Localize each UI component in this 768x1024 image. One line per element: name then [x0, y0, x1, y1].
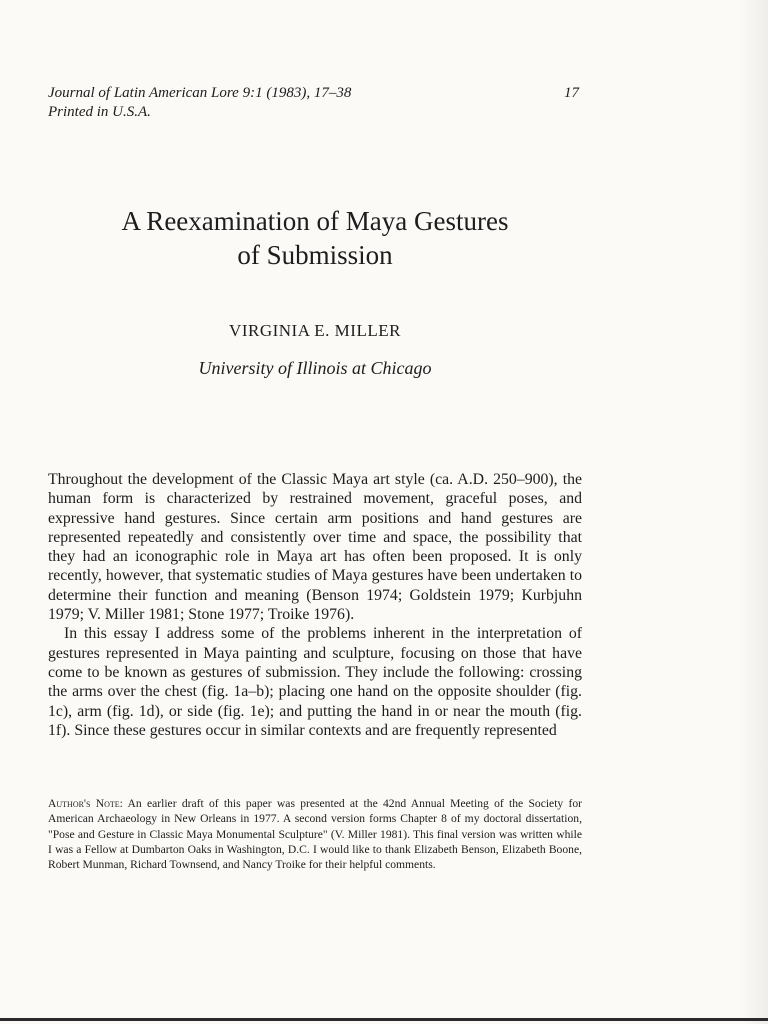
- article-title-line-2: of Submission: [237, 240, 393, 270]
- paragraph-2: In this essay I address some of the problems inherent in the interpretation of gestures represented in Maya painting and sculpture, focusing on those that have come to be known as gestures of submission. They include the following: crossing the arms over the chest (fig. 1a–b); placing one hand on the opposite shoulder (fig. 1c), arm (fig. 1d), or side (fig. 1e); and putting the hand in or near the mouth (fig. 1f). Since these gestures occur in similar contexts and are frequently represented: [48, 625, 582, 739]
- author-note-label: Author's Note:: [48, 797, 123, 810]
- author-note-text: An earlier draft of this paper was presented at the 42nd Annual Meeting of the Society for American Archaeology in New Orleans in 1977. A second version forms Chapter 8 of my doctoral dissertation, "Pose and Gesture in Classic Maya Monumental Sculpture" (V. Miller 1981). This final version was written while I was a Fellow at Dumbarton Oaks in Washington, D.C. I would like to thank Elizabeth Benson, Elizabeth Boone, Robert Munman, Richard Townsend, and Nancy Troike for their helpful comments.: [48, 797, 583, 872]
- author-note: [48, 796, 582, 872]
- body-text: [48, 470, 582, 740]
- article-title: [48, 204, 582, 272]
- page-edge-shadow: [740, 0, 768, 1024]
- page-number: 17: [564, 85, 579, 101]
- printed-in: Printed in U.S.A.: [48, 104, 151, 120]
- journal-header: [48, 84, 351, 122]
- paragraph-1: Throughout the development of the Classic Maya art style (ca. A.D. 250–900), the human form is characterized by restrained movement, graceful poses, and expressive hand gestures. Since certain arm positions and hand gestures are represented repeatedly and consistently over time and space, the possibility that they had an iconographic role in Maya art has often been proposed. It is only recently, however, that systematic studies of Maya gestures have been undertaken to determine their function and meaning (Benson 1974; Goldstein 1979; Kurbjuhn 1979; V. Miller 1981; Stone 1977; Troike 1976).: [48, 471, 582, 624]
- author-name: VIRGINIA E. MILLER: [229, 321, 401, 340]
- journal-citation: Journal of Latin American Lore 9:1 (1983), 17–38: [48, 85, 352, 101]
- bottom-rule: [0, 1018, 768, 1021]
- author-affiliation: University of Illinois at Chicago: [198, 358, 432, 378]
- article-title-line-1: A Reexamination of Maya Gestures: [121, 206, 509, 236]
